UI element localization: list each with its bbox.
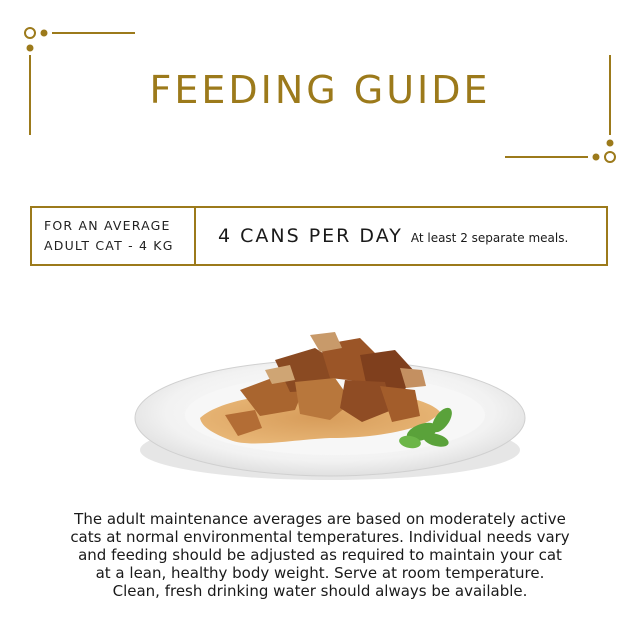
feeding-amount-cell bbox=[196, 225, 568, 247]
frame-dot-bottom-right bbox=[594, 155, 599, 160]
feeding-amount: 4 CANS PER DAY bbox=[218, 225, 403, 247]
frame-dot-top-left bbox=[42, 31, 47, 36]
page-title: FEEDING GUIDE bbox=[149, 68, 491, 112]
feeding-guide-box bbox=[30, 206, 608, 266]
frame-ring-bottom-right bbox=[605, 152, 615, 162]
cat-profile-cell bbox=[32, 208, 196, 264]
feeding-note: At least 2 separate meals. bbox=[410, 231, 569, 245]
feeding-description: The adult maintenance averages are based on moderately active cats at normal environmental temperatures. Individual needs vary and feeding should be adjusted as required to maintain your cat at a lean, healthy body weight. Serve at room temperature. Clean, fresh drinking water should always be available. bbox=[70, 510, 570, 600]
frame-ring-top-left bbox=[25, 28, 35, 38]
cat-profile-line-1: FOR AN AVERAGE bbox=[44, 218, 171, 233]
cat-profile-line-2: ADULT CAT - 4 KG bbox=[44, 238, 174, 253]
food-plate-image bbox=[130, 320, 530, 490]
frame-dot-bottom-right-upper bbox=[608, 141, 613, 146]
frame-dot-top-left-lower bbox=[28, 46, 33, 51]
